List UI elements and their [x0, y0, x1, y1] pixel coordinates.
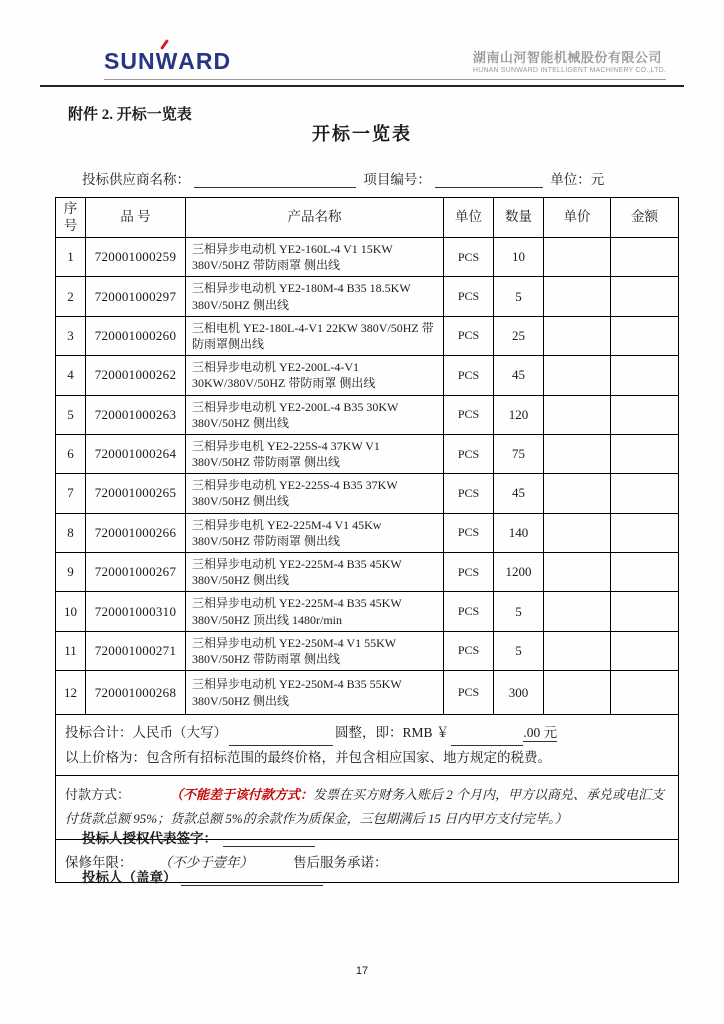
info-line — [82, 168, 684, 188]
table-row: 7 720001000265 三相异步电动机 YE2-225S-4 B35 37KW 380V/50HZ 侧出线 PCS 45 — [56, 474, 679, 513]
col-header-name: 产品名称 — [186, 198, 444, 238]
warranty-note: （不少于壹年） — [158, 855, 253, 871]
rep-signature-blank — [223, 832, 315, 847]
logo-text: SUN — [104, 48, 156, 74]
service-promise-label: 售后服务承诺： — [293, 855, 388, 871]
bidder-seal-line: 投标人（盖章） — [82, 866, 323, 886]
page-title: 开标一览表 — [312, 124, 412, 144]
table-row: 3 720001000260 三相电机 YE2-180L-4-V1 22KW 380V/50HZ 带防雨罩侧出线 PCS 25 — [56, 316, 679, 355]
warranty-label: 保修年限： — [65, 855, 133, 871]
amount-suffix: .00 元 — [523, 725, 558, 741]
unit-label: 单位：元 — [550, 172, 605, 187]
rep-signature-line: 投标人授权代表签字： — [82, 827, 315, 847]
sunward-logo: SUNW ARD — [104, 48, 231, 75]
table-row: 6 720001000264 三相异步电机 YE2-225S-4 37KW V1 380V/50HZ 带防雨罩 侧出线 PCS 75 — [56, 434, 679, 473]
col-header-qty: 数量 — [494, 198, 544, 238]
bidder-seal-blank — [181, 871, 323, 886]
table-row: 10 720001000310 三相异步电动机 YE2-225M-4 B35 45KW 380V/50HZ 顶出线 1480r/min PCS 5 — [56, 592, 679, 631]
attachment-title: 附件 2. 开标一览表 — [68, 107, 192, 123]
table-row: 9 720001000267 三相异步电动机 YE2-225M-4 B35 45KW 380V/50HZ 侧出线 PCS 1200 — [56, 553, 679, 592]
project-number-blank — [435, 173, 543, 188]
payment-warning: （不能差于该付款方式： — [170, 787, 314, 803]
page-number: 17 — [355, 965, 369, 977]
summary-row — [56, 715, 679, 776]
supplier-name-blank — [194, 173, 356, 188]
table-row: 11 720001000271 三相异步电动机 YE2-250M-4 V1 55KW 380V/50HZ 带防雨罩 侧出线 PCS 5 — [56, 631, 679, 670]
table-row: 1 720001000259 三相异步电动机 YE2-160L-4 V1 15KW 380V/50HZ 带防雨罩 侧出线 PCS 10 — [56, 238, 679, 277]
col-header-price: 单价 — [544, 198, 611, 238]
table-row: 5 720001000263 三相异步电动机 YE2-200L-4 B35 30KW 380V/50HZ 侧出线 PCS 120 — [56, 395, 679, 434]
col-header-code: 品 号 — [86, 198, 186, 238]
header-rule-thin — [104, 79, 666, 80]
col-header-amount: 金额 — [611, 198, 679, 238]
price-note: 以上价格为：包含所有招标范围的最终价格，并包含相应国家、地方规定的税费。 — [65, 749, 551, 765]
table-header-row — [56, 198, 679, 238]
amount-words-blank — [229, 731, 333, 746]
payment-terms: 发票在买方财务入账后 2 个月内，甲方以商兑、承兑或电汇支付货款总额 95%；货款总额 5%的余款作为质保金，三包期满后 15 日内甲方支付完毕。） — [65, 787, 665, 826]
company-name-en: HUNAN SUNWARD INTELLIGENT MACHINERY CO.,LTD. — [472, 67, 666, 74]
bid-table — [55, 197, 679, 883]
col-header-unit: 单位 — [444, 198, 494, 238]
project-number-label: 项目编号： — [363, 172, 431, 187]
payment-label: 付款方式： — [65, 787, 131, 803]
company-name-cn: 湖南山河智能机械股份有限公司 — [472, 50, 662, 65]
header-rule-thick — [40, 85, 684, 87]
table-row: 12 720001000268 三相异步电动机 YE2-250M-4 B35 55KW 380V/50HZ 侧出线 PCS 300 — [56, 671, 679, 715]
table-row: 2 720001000297 三相异步电动机 YE2-180M-4 B35 18.5KW 380V/50HZ 侧出线 PCS 5 — [56, 277, 679, 316]
amount-figures-blank — [451, 731, 523, 746]
col-header-no: 序号 — [56, 198, 86, 238]
bid-total-line: 投标合计：人民币（大写） 圆整，即：RMB ￥ .00 元 — [65, 721, 669, 746]
company-block — [473, 47, 666, 74]
table-row: 4 720001000262 三相异步电动机 YE2-200L-4-V1 30KW/380V/50HZ 带防雨罩 侧出线 PCS 45 — [56, 356, 679, 395]
table-row: 8 720001000266 三相异步电机 YE2-225M-4 V1 45Kw 380V/50HZ 带防雨罩 侧出线 PCS 140 — [56, 513, 679, 552]
supplier-name-label: 投标供应商名称： — [82, 172, 190, 187]
